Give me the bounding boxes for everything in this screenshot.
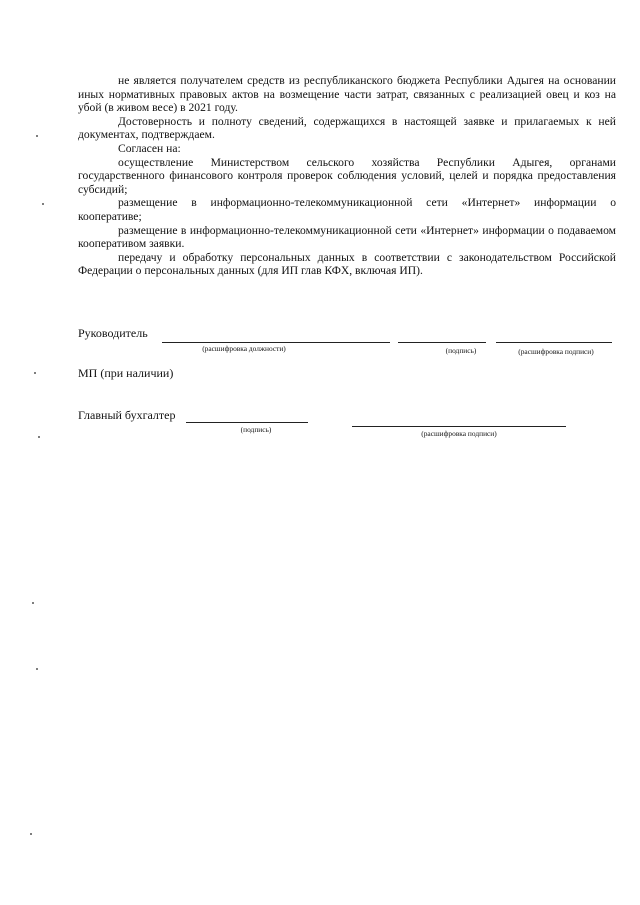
paragraph-consent-inspection: осуществление Министерством сельского хозяйства Республики Адыгея, органами государственного финансового контроля проверок соблюдения условий, целей и порядка предоставления субсидий;	[78, 155, 616, 196]
accountant-signature-caption: (подпись)	[240, 425, 272, 434]
head-signature-caption: (подпись)	[445, 346, 477, 355]
head-label: Руководитель	[78, 326, 148, 340]
accountant-signature-line	[186, 422, 308, 423]
accountant-label: Главный бухгалтер	[78, 408, 176, 422]
scan-speck	[30, 833, 32, 835]
scan-speck	[42, 203, 44, 205]
scan-speck	[36, 668, 38, 670]
head-signature-line	[398, 342, 486, 343]
paragraph-not-recipient: не является получателем средств из республиканского бюджета Республики Адыгея на основании иных нормативных правовых актов на возмещение части затрат, связанных с реализацией овец и коз на убой (в живом весе) в 2021 году.	[78, 74, 616, 115]
scan-speck	[34, 372, 36, 374]
paragraph-confirmation: Достоверность и полноту сведений, содержащихся в настоящей заявке и прилагаемых к ней документах, подтверждаем.	[78, 114, 616, 142]
paragraph-consent-personal-data: передачу и обработку персональных данных в соответствии с законодательством Российской Федерации о персональных данных (для ИП глав КФХ, включая ИП).	[78, 250, 616, 278]
head-position-caption: (расшифровка должности)	[202, 344, 286, 353]
accountant-decoding-line	[352, 426, 566, 427]
scan-speck	[36, 135, 38, 137]
stamp-label: МП (при наличии)	[78, 366, 174, 380]
head-decoding-caption: (расшифровка подписи)	[518, 347, 594, 356]
head-decoding-line	[496, 342, 612, 343]
paragraph-consent-internet-application: размещение в информационно-телекоммуникационной сети «Интернет» информации о подаваемом кооперативом заявки.	[78, 223, 616, 251]
application-text	[78, 74, 616, 278]
scan-speck	[38, 436, 40, 438]
scan-speck	[32, 602, 34, 604]
accountant-decoding-caption: (расшифровка подписи)	[421, 429, 497, 438]
paragraph-consent-internet-cooperative: размещение в информационно-телекоммуникационной сети «Интернет» информации о кооперативе;	[78, 196, 616, 223]
paragraph-consent-intro: Согласен на:	[118, 141, 181, 155]
head-position-line	[162, 342, 390, 343]
